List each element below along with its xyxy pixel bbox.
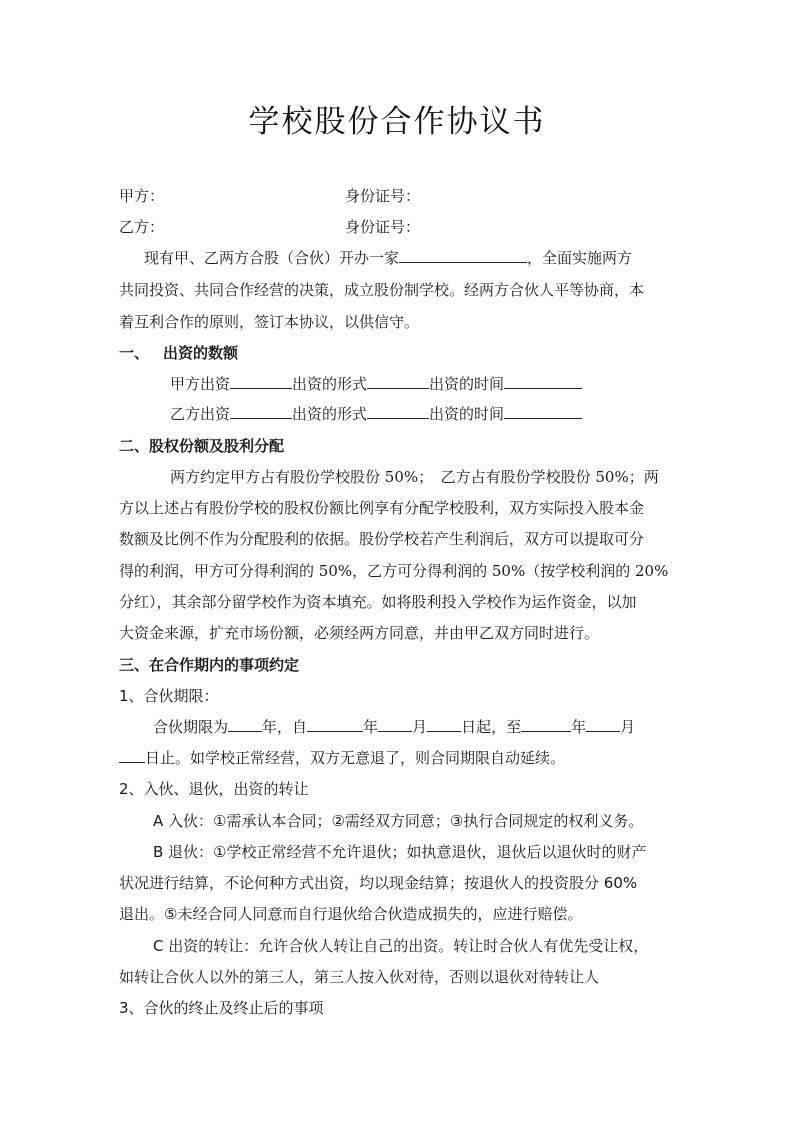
party-b-amount-blank[interactable] <box>230 404 292 419</box>
item-2-c-line-1: C 出资的转让：允许合伙人转让自己的出资。转让时合伙人有优先受让权， <box>153 937 649 955</box>
section-2-line-2: 方以上述占有股份学校的股权份额比例享有分配学校股利，双方实际投入股本金 <box>119 499 645 517</box>
term-label: 合伙期限为 <box>153 718 229 736</box>
end-day-blank[interactable] <box>119 748 145 763</box>
section-2-line-5: 分红），其余部分留学校作为资本填充。如将股利投入学校作为运作资金，以加 <box>119 593 637 611</box>
start-year-label: 年 <box>363 718 379 736</box>
party-a-form-blank[interactable] <box>367 374 429 389</box>
term-line-2-text: 日止。如学校正常经营，双方无意退了，则合同期限自动延续。 <box>145 749 566 767</box>
party-b-id-label: 身份证号： <box>345 218 421 236</box>
intro-text: 现有甲、乙两方合股（合伙）开办一家 <box>144 249 400 267</box>
party-b-row <box>119 217 164 237</box>
start-day-blank[interactable] <box>427 717 461 732</box>
intro-line-3: 着互利合作的原则，签订本协议，以供信守。 <box>119 313 420 331</box>
term-years-blank[interactable] <box>228 717 262 732</box>
party-b-time-blank[interactable] <box>504 404 582 419</box>
intro-line-2: 共同投资、共同合作经营的决策，成立股份制学校。经两方合伙人平等协商，本 <box>119 281 645 299</box>
party-b-label: 乙方： <box>119 218 165 236</box>
party-b-form-label: 出资的形式 <box>292 405 368 423</box>
item-1-title: 1、合伙期限： <box>119 687 219 705</box>
party-a-time-label: 出资的时间 <box>429 375 505 393</box>
section-1-number: 一、 <box>119 344 150 362</box>
section-1-heading <box>119 343 238 363</box>
party-b-time-label: 出资的时间 <box>429 405 505 423</box>
term-line-2 <box>119 748 565 768</box>
section-2-line-3: 数额及比例不作为分配股利的依据。股份学校若产生利润后，双方可以提取可分 <box>119 530 645 548</box>
item-2-b-line-1: B 退伙：①学校正常经营不允许退伙；如执意退伙，退伙后以退伙时的财产 <box>153 843 647 861</box>
party-a-form-label: 出资的形式 <box>292 375 368 393</box>
start-month-label: 月 <box>412 718 428 736</box>
section-1-title: 出资的数额 <box>163 344 239 362</box>
party-a-label: 甲方： <box>119 187 165 205</box>
party-b-form-blank[interactable] <box>367 404 429 419</box>
section-2-line-4: 得的利润，甲方可分得利润的 50%，乙方可分得利润的 50%（按学校利润的 20% <box>119 562 669 580</box>
party-a-row <box>119 186 164 206</box>
section-2-heading: 二、股权份额及股利分配 <box>119 437 285 455</box>
term-line-1 <box>153 717 635 737</box>
party-a-contribution-label: 甲方出资 <box>170 375 231 393</box>
item-2-title: 2、入伙、退伙，出资的转让 <box>119 780 309 798</box>
start-day-label: 日起，至 <box>461 718 522 736</box>
start-year-blank[interactable] <box>307 717 363 732</box>
start-month-blank[interactable] <box>378 717 412 732</box>
party-b-contribution-label: 乙方出资 <box>170 405 231 423</box>
end-year-blank[interactable] <box>521 717 571 732</box>
contribution-row-b <box>170 404 582 424</box>
item-2-b-line-3: 退出。⑤未经合同人同意而自行退伙给合伙造成损失的，应进行赔偿。 <box>119 905 583 923</box>
end-month-blank[interactable] <box>586 717 620 732</box>
end-year-label: 年 <box>571 718 587 736</box>
party-a-time-blank[interactable] <box>504 374 582 389</box>
section-2-line-1: 两方约定甲方占有股份学校股份 50%； 乙方占有股份学校股份 50%；两 <box>170 468 659 486</box>
contribution-row-a <box>170 374 582 394</box>
item-3-title: 3、合伙的终止及终止后的事项 <box>119 999 324 1017</box>
end-month-label: 月 <box>620 718 636 736</box>
school-name-blank[interactable] <box>399 248 527 263</box>
section-3-heading: 三、在合作期内的事项约定 <box>119 656 300 674</box>
document-title: 学校股份合作协议书 <box>248 104 546 140</box>
party-a-id-label: 身份证号： <box>345 187 421 205</box>
item-2-b-line-2: 状况进行结算，不论何种方式出资，均以现金结算；按退伙人的投资股分 60% <box>119 874 638 892</box>
section-2-line-6: 大资金来源，扩充市场份额，必须经两方同意，并由甲乙双方同时进行。 <box>119 624 600 642</box>
party-a-amount-blank[interactable] <box>230 374 292 389</box>
item-2-c-line-2: 如转让合伙人以外的第三人，第三人按入伙对待，否则以退伙对待转让人 <box>119 968 600 986</box>
term-year-text: 年，自 <box>262 718 308 736</box>
item-2-a: A 入伙：①需承认本合同；②需经双方同意；③执行合同规定的权利义务。 <box>153 812 644 830</box>
intro-line-1 <box>144 248 632 268</box>
intro-text-cont: ，全面实施两方 <box>527 249 633 267</box>
